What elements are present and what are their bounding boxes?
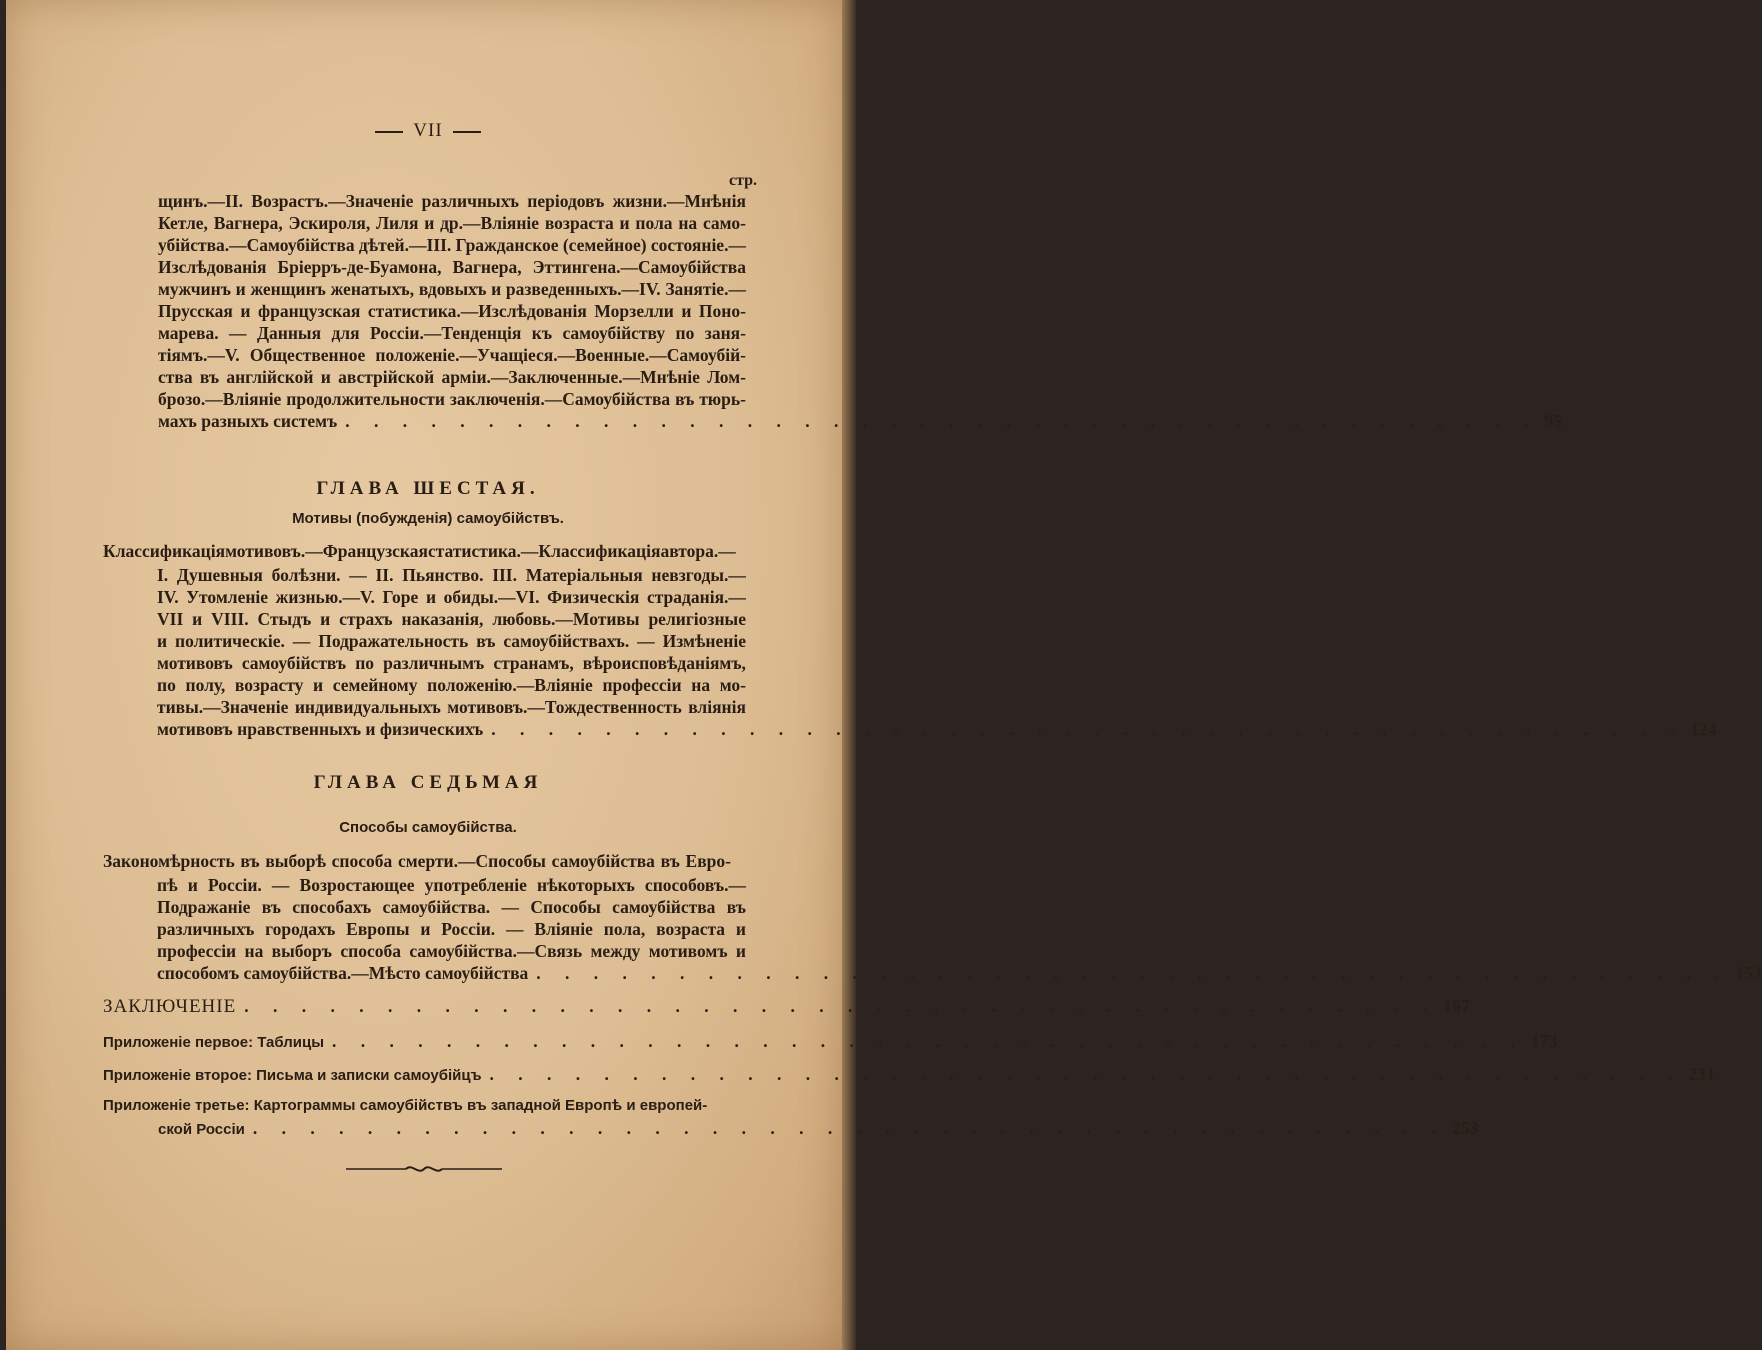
chapter5-line: брозо.—Вліяніе продолжительности заключенія.—Самоубійства въ тюрь- [158, 389, 746, 409]
chapter7-line: различныхъ городахъ Европы и Россіи. — Вліяніе пола, возраста и [157, 919, 746, 939]
chapter5-line: Прусская и французская статистика.—Изслѣдованія Морзелли и Поно- [158, 301, 746, 321]
appendix3-page-number: 253 [1452, 1118, 1479, 1138]
appendix1-page-number: 173 [1531, 1031, 1558, 1051]
chapter5-page-number: 95 [1544, 411, 1562, 431]
chapter5-line: ства въ англійской и австрійской арміи.—Заключенные.—Мнѣніе Лом- [158, 367, 746, 387]
page-folio [0, 120, 856, 142]
appendix2-label: Приложеніе второе: Письма и записки самоубійцъ [103, 1067, 482, 1084]
chapter5-line: Изслѣдованія Бріерръ-де-Буамона, Вагнера, Эттингена.—Самоубійства [158, 257, 746, 277]
chapter6-line: I. Душевныя болѣзни. — II. Пьянство. III. Матеріальныя невзгоды.— [157, 565, 746, 585]
chapter6-line: по полу, возрасту и семейному положенію.—Вліяніе профессіи на мо- [157, 675, 746, 695]
conclusion-label: ЗАКЛЮЧЕНІЕ [103, 996, 237, 1017]
chapter5-line: Кетле, Вагнера, Эскироля, Лиля и др.—Вліяніе возраста и пола на само- [158, 213, 746, 233]
chapter6-entry [157, 564, 1717, 740]
chapter6-line: IV. Утомленіе жизнью.—V. Горе и обиды.—VI. Физическія страданія.— [157, 587, 746, 607]
chapter7-last-line [157, 962, 1762, 984]
chapter6-line: VII и VIII. Стыдъ и страхъ наказанія, любовь.—Мотивы религіозные [157, 609, 746, 629]
folio-dash-left [375, 131, 403, 133]
dot-leader: . . . . . . . . . . . . . . . . . . . . . . . . . . . . . . . . . . . . . . . . . . [489, 1064, 1683, 1084]
chapter6-line: мотивовъ самоубійствъ по различнымъ странамъ, вѣроисповѣданіямъ, [157, 653, 746, 673]
chapter6-last-line [157, 718, 1717, 740]
chapter7-line: Подражаніе въ способахъ самоубійства. — Способы самоубійства въ [157, 897, 746, 917]
chapter7-line: пѣ и Россіи. — Возростающее употребленіе нѣкоторыхъ способовъ.— [157, 875, 746, 895]
appendix3-line1: Приложеніе третье: Картограммы самоубійствъ въ западной Европѣ и европей- [103, 1097, 708, 1114]
chapter6-page-number: 124 [1690, 719, 1717, 739]
chapter7-entry [157, 874, 1762, 984]
appendix2-page-number: 231 [1688, 1064, 1715, 1084]
chapter5-lines [158, 190, 746, 410]
appendix1-label: Приложеніе первое: Таблицы [103, 1034, 325, 1051]
chapter5-last-text: махъ разныхъ системъ [158, 411, 338, 431]
appendix3-label: ской Россіи [158, 1121, 245, 1138]
chapter7-lines [157, 874, 746, 962]
conclusion-page-number: 167 [1443, 996, 1470, 1016]
chapter6-line: тивы.—Значеніе индивидуальныхъ мотивовъ.—Тождественность вліянія [157, 697, 746, 717]
chapter5-line: убійства.—Самоубійства дѣтей.—III. Гражданское (семейное) состояніе.— [158, 235, 746, 255]
chapter6-line: и политическіе. — Подражательность въ самоубійствахъ. — Измѣненіе [157, 631, 746, 651]
chapter6-title: ГЛАВА ШЕСТАЯ. [316, 478, 540, 499]
chapter5-line: тіямъ.—V. Общественное положеніе.—Учащіеся.—Военные.—Самоубій- [158, 345, 746, 365]
chapter6-lines [157, 564, 746, 718]
dot-leader: . . . . . . . . . . . . . . . . . . . . . . . . . . . . . . . . . . . . . . . . . . [252, 1118, 1446, 1138]
chapter5-entry [158, 190, 1562, 432]
chapter5-line: мужчинъ и женщинъ женатыхъ, вдовыхъ и разведенныхъ.—IV. Занятіе.— [158, 279, 746, 299]
chapter6-first-line: Классификація мотивовъ.—Французская статистика.—Классификація автора.— [103, 541, 736, 561]
chapter7-last-text: способомъ самоубійства.—Мѣсто самоубійства [157, 963, 529, 983]
chapter7-subtitle: Способы самоубійства. [339, 819, 517, 836]
ornament-rule-icon [346, 1162, 502, 1176]
chapter7-title: ГЛАВА СЕДЬМАЯ [313, 772, 543, 793]
chapter6-last-text: мотивовъ нравственныхъ и физическихъ [157, 719, 484, 739]
appendix1-entry [103, 1030, 1558, 1054]
chapter5-line: щинъ.—II. Возрастъ.—Значеніе различныхъ періодовъ жизни.—Мнѣнія [158, 191, 746, 211]
page-edge [842, 0, 856, 1350]
chapter7-page-number: 153 [1735, 963, 1762, 983]
folio-dash-right [453, 131, 481, 133]
dot-leader: . . . . . . . . . . . . . . . . . . . . . . . . . . . . . . . . . . . . . . . . . . [345, 411, 1539, 431]
dot-leader: . . . . . . . . . . . . . . . . . . . . . . . . . . . . . . . . . . . . . . . . . . [244, 996, 1438, 1016]
chapter5-last-line [158, 410, 1562, 432]
chapter6-subtitle: Мотивы (побужденія) самоубійствъ. [292, 510, 564, 527]
dot-leader: . . . . . . . . . . . . . . . . . . . . . . . . . . . . . . . . . . . . . . . . . . [491, 719, 1685, 739]
conclusion-entry [103, 995, 1470, 1018]
appendix2-entry [103, 1063, 1715, 1087]
dot-leader: . . . . . . . . . . . . . . . . . . . . . . . . . . . . . . . . . . . . . . . . . . [332, 1031, 1526, 1051]
folio-number: VII [413, 120, 443, 141]
appendix3-entry [158, 1117, 1479, 1141]
chapter7-line: профессіи на выборъ способа самоубійства.—Связь между мотивомъ и [157, 941, 746, 961]
chapter7-first-line: Закономѣрность въ выборѣ способа смерти.—Способы самоубійства въ Евро- [103, 851, 731, 871]
dot-leader: . . . . . . . . . . . . . . . . . . . . . . . . . . . . . . . . . . . . . . . . . . [536, 963, 1730, 983]
chapter5-line: марева. — Данныя для Россіи.—Тенденція къ самоубійству по заня- [158, 323, 746, 343]
page-column-label: стр. [729, 172, 758, 189]
